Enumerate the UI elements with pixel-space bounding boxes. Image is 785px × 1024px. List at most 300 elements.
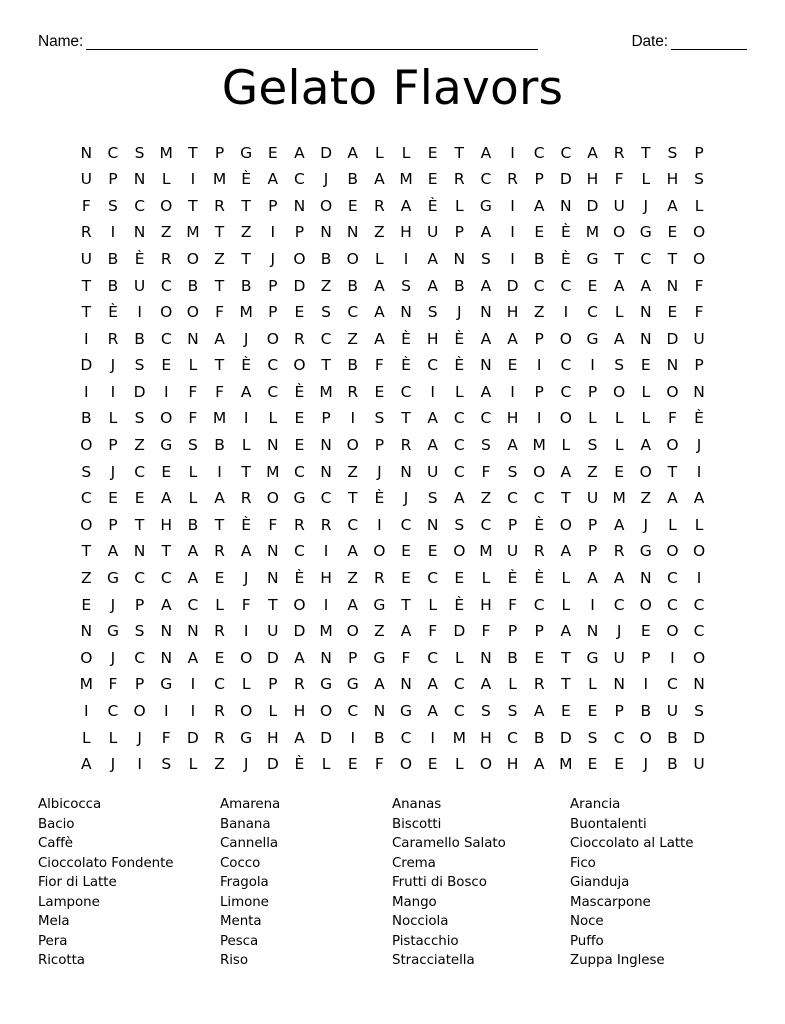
grid-cell[interactable]: N <box>586 622 599 641</box>
grid-cell[interactable]: N <box>80 622 93 641</box>
grid-cell[interactable]: E <box>401 542 411 561</box>
grid-cell[interactable]: M <box>559 755 573 774</box>
grid-cell[interactable]: N <box>693 675 705 694</box>
grid-cell[interactable]: O <box>293 595 306 614</box>
grid-cell[interactable]: H <box>506 303 519 322</box>
grid-cell[interactable]: N <box>293 196 306 215</box>
grid-cell[interactable]: A <box>427 276 438 295</box>
grid-cell[interactable]: T <box>241 249 251 268</box>
grid-cell[interactable]: N <box>666 356 679 375</box>
grid-cell[interactable]: I <box>696 569 702 588</box>
grid-cell[interactable]: D <box>266 755 279 774</box>
grid-cell[interactable]: P <box>348 648 358 667</box>
grid-cell[interactable]: O <box>293 249 306 268</box>
grid-cell[interactable]: E <box>454 569 465 588</box>
grid-cell[interactable]: T <box>188 143 198 162</box>
grid-cell[interactable]: U <box>693 755 705 774</box>
grid-cell[interactable]: T <box>188 196 198 215</box>
grid-cell[interactable]: R <box>533 542 545 561</box>
grid-cell[interactable]: G <box>106 569 119 588</box>
grid-cell[interactable]: E <box>534 648 545 667</box>
grid-cell[interactable]: E <box>214 569 225 588</box>
grid-cell[interactable]: H <box>506 409 519 428</box>
grid-cell[interactable]: N <box>666 276 679 295</box>
grid-cell[interactable]: N <box>639 569 652 588</box>
grid-cell[interactable]: H <box>400 223 412 242</box>
grid-cell[interactable]: L <box>454 755 464 774</box>
grid-cell[interactable]: R <box>294 515 305 534</box>
grid-cell[interactable]: P <box>534 329 544 348</box>
grid-cell[interactable]: L <box>215 595 224 614</box>
grid-cell[interactable]: C <box>267 382 279 401</box>
grid-cell[interactable]: F <box>81 196 91 215</box>
grid-cell[interactable]: E <box>427 755 438 774</box>
grid-cell[interactable]: M <box>452 728 466 747</box>
grid-cell[interactable]: E <box>81 595 92 614</box>
grid-cell[interactable]: N <box>320 462 332 481</box>
grid-cell[interactable]: C <box>400 728 412 747</box>
grid-cell[interactable]: È <box>374 489 385 508</box>
grid-cell[interactable]: T <box>641 143 651 162</box>
grid-cell[interactable]: L <box>454 196 464 215</box>
grid-cell[interactable]: L <box>588 675 597 694</box>
word-search-grid[interactable] <box>73 140 713 778</box>
grid-cell[interactable]: H <box>666 170 679 189</box>
grid-cell[interactable]: T <box>454 143 465 162</box>
grid-cell[interactable]: J <box>243 755 249 774</box>
grid-cell[interactable]: J <box>457 303 462 322</box>
grid-cell[interactable]: E <box>374 382 385 401</box>
grid-cell[interactable]: O <box>399 755 413 774</box>
grid-cell[interactable]: M <box>319 382 333 401</box>
grid-cell[interactable]: S <box>108 196 118 215</box>
grid-cell[interactable]: I <box>403 249 409 268</box>
grid-cell[interactable]: M <box>79 675 93 694</box>
grid-cell[interactable]: S <box>427 303 438 322</box>
grid-cell[interactable]: N <box>426 515 439 534</box>
grid-cell[interactable]: N <box>346 223 359 242</box>
grid-cell[interactable]: C <box>560 382 572 401</box>
grid-cell[interactable]: B <box>187 515 199 534</box>
grid-cell[interactable]: B <box>640 702 652 721</box>
grid-cell[interactable]: J <box>243 569 249 588</box>
grid-cell[interactable]: T <box>268 595 278 614</box>
grid-cell[interactable]: O <box>692 648 706 667</box>
grid-cell[interactable]: M <box>266 462 280 481</box>
grid-cell[interactable]: F <box>694 303 704 322</box>
grid-cell[interactable]: S <box>507 462 518 481</box>
grid-cell[interactable]: L <box>561 595 571 614</box>
grid-cell[interactable]: G <box>106 622 119 641</box>
grid-cell[interactable]: U <box>426 223 439 242</box>
grid-cell[interactable]: S <box>321 303 331 322</box>
grid-cell[interactable]: C <box>160 569 172 588</box>
grid-cell[interactable]: U <box>80 170 92 189</box>
grid-cell[interactable]: A <box>507 436 518 455</box>
grid-cell[interactable]: O <box>559 329 572 348</box>
grid-cell[interactable]: M <box>612 489 626 508</box>
grid-cell[interactable]: F <box>508 595 518 614</box>
grid-cell[interactable]: F <box>215 303 224 322</box>
grid-cell[interactable]: P <box>507 622 518 641</box>
grid-cell[interactable]: O <box>80 436 93 455</box>
grid-cell[interactable]: A <box>453 489 465 508</box>
grid-cell[interactable]: A <box>347 542 359 561</box>
grid-cell[interactable]: O <box>186 303 199 322</box>
grid-cell[interactable]: A <box>480 329 492 348</box>
grid-cell[interactable]: Z <box>214 249 225 268</box>
grid-cell[interactable]: A <box>480 143 492 162</box>
grid-cell[interactable]: L <box>268 409 278 428</box>
grid-cell[interactable]: C <box>613 595 625 614</box>
grid-cell[interactable]: T <box>667 249 678 268</box>
grid-cell[interactable]: U <box>267 622 279 641</box>
grid-cell[interactable]: O <box>453 542 466 561</box>
grid-cell[interactable]: T <box>614 249 624 268</box>
grid-cell[interactable]: L <box>375 249 384 268</box>
grid-cell[interactable]: O <box>373 542 386 561</box>
grid-cell[interactable]: P <box>641 648 651 667</box>
grid-cell[interactable]: O <box>346 622 359 641</box>
grid-cell[interactable]: A <box>214 489 225 508</box>
grid-cell[interactable]: A <box>640 436 652 455</box>
grid-cell[interactable]: R <box>214 622 225 641</box>
grid-cell[interactable]: J <box>403 489 409 508</box>
grid-cell[interactable]: P <box>614 702 624 721</box>
grid-cell[interactable]: O <box>613 382 626 401</box>
grid-cell[interactable]: O <box>160 303 173 322</box>
grid-cell[interactable]: È <box>454 356 465 375</box>
grid-cell[interactable]: C <box>667 595 678 614</box>
grid-cell[interactable]: A <box>107 542 119 561</box>
grid-cell[interactable]: L <box>268 702 278 721</box>
grid-cell[interactable]: J <box>110 356 116 375</box>
grid-cell[interactable]: Z <box>214 755 225 774</box>
grid-cell[interactable]: M <box>319 622 333 641</box>
grid-cell[interactable]: G <box>240 728 253 747</box>
grid-cell[interactable]: C <box>80 489 92 508</box>
grid-cell[interactable]: O <box>639 728 652 747</box>
grid-cell[interactable]: L <box>588 409 597 428</box>
grid-cell[interactable]: F <box>667 409 677 428</box>
grid-cell[interactable]: C <box>667 569 678 588</box>
grid-cell[interactable]: I <box>350 728 356 747</box>
grid-cell[interactable]: C <box>453 462 465 481</box>
grid-cell[interactable]: I <box>190 702 196 721</box>
grid-cell[interactable]: A <box>267 170 279 189</box>
grid-cell[interactable]: C <box>347 303 359 322</box>
grid-cell[interactable]: D <box>586 196 599 215</box>
grid-cell[interactable]: O <box>266 489 279 508</box>
grid-cell[interactable]: U <box>133 276 146 295</box>
grid-cell[interactable]: G <box>293 489 306 508</box>
grid-cell[interactable]: E <box>267 143 278 162</box>
grid-cell[interactable]: T <box>321 356 331 375</box>
grid-cell[interactable]: R <box>373 196 385 215</box>
grid-cell[interactable]: L <box>561 436 571 455</box>
grid-cell[interactable]: D <box>293 622 306 641</box>
grid-cell[interactable]: O <box>80 648 93 667</box>
grid-cell[interactable]: J <box>643 196 649 215</box>
grid-cell[interactable]: È <box>560 223 571 242</box>
grid-cell[interactable]: I <box>350 409 356 428</box>
grid-cell[interactable]: È <box>241 356 252 375</box>
grid-cell[interactable]: R <box>613 143 625 162</box>
grid-cell[interactable]: È <box>134 249 145 268</box>
grid-cell[interactable]: T <box>561 489 571 508</box>
grid-cell[interactable]: C <box>507 728 518 747</box>
grid-cell[interactable]: C <box>134 648 146 667</box>
grid-cell[interactable]: N <box>133 542 146 561</box>
grid-cell[interactable]: E <box>614 755 625 774</box>
grid-cell[interactable]: C <box>533 489 545 508</box>
grid-cell[interactable]: B <box>533 249 545 268</box>
grid-cell[interactable]: C <box>453 702 465 721</box>
grid-cell[interactable]: A <box>240 542 252 561</box>
grid-cell[interactable]: E <box>507 356 518 375</box>
grid-cell[interactable]: P <box>108 170 118 189</box>
grid-cell[interactable]: L <box>188 462 198 481</box>
grid-cell[interactable]: E <box>347 196 358 215</box>
grid-cell[interactable]: S <box>694 702 704 721</box>
grid-cell[interactable]: A <box>160 489 172 508</box>
grid-cell[interactable]: N <box>133 223 146 242</box>
grid-cell[interactable]: J <box>643 755 649 774</box>
grid-cell[interactable]: È <box>241 515 252 534</box>
grid-cell[interactable]: F <box>161 728 171 747</box>
grid-cell[interactable]: R <box>107 329 119 348</box>
grid-cell[interactable]: L <box>614 409 624 428</box>
grid-cell[interactable]: I <box>590 356 595 375</box>
grid-cell[interactable]: O <box>240 702 253 721</box>
grid-cell[interactable]: O <box>186 249 199 268</box>
grid-cell[interactable]: O <box>80 515 93 534</box>
grid-cell[interactable]: S <box>401 276 411 295</box>
grid-cell[interactable]: B <box>347 276 359 295</box>
grid-cell[interactable]: S <box>507 702 518 721</box>
grid-cell[interactable]: B <box>107 249 119 268</box>
grid-cell[interactable]: T <box>81 303 92 322</box>
grid-cell[interactable]: N <box>480 648 492 667</box>
grid-cell[interactable]: A <box>347 595 359 614</box>
grid-cell[interactable]: U <box>506 542 519 561</box>
grid-cell[interactable]: L <box>161 170 171 189</box>
grid-cell[interactable]: A <box>613 515 625 534</box>
grid-cell[interactable]: H <box>266 728 279 747</box>
grid-cell[interactable]: A <box>294 143 305 162</box>
grid-cell[interactable]: O <box>639 595 652 614</box>
grid-cell[interactable]: A <box>533 196 545 215</box>
grid-cell[interactable]: E <box>108 489 118 508</box>
grid-cell[interactable]: B <box>214 436 225 455</box>
grid-cell[interactable]: O <box>666 542 679 561</box>
grid-cell[interactable]: A <box>613 329 625 348</box>
grid-cell[interactable]: N <box>267 569 279 588</box>
grid-cell[interactable]: A <box>667 196 678 215</box>
grid-cell[interactable]: D <box>693 728 706 747</box>
grid-cell[interactable]: E <box>587 276 598 295</box>
grid-cell[interactable]: T <box>214 515 225 534</box>
grid-cell[interactable]: A <box>187 648 199 667</box>
grid-cell[interactable]: S <box>427 489 438 508</box>
grid-cell[interactable]: C <box>480 409 492 428</box>
grid-cell[interactable]: Z <box>134 436 145 455</box>
grid-cell[interactable]: L <box>641 409 651 428</box>
grid-cell[interactable]: O <box>160 196 173 215</box>
grid-cell[interactable]: P <box>587 382 598 401</box>
grid-cell[interactable]: A <box>560 462 572 481</box>
grid-cell[interactable]: E <box>401 569 411 588</box>
grid-cell[interactable]: C <box>533 276 545 295</box>
grid-cell[interactable]: A <box>81 755 92 774</box>
grid-cell[interactable]: F <box>481 622 491 641</box>
grid-cell[interactable]: I <box>217 462 222 481</box>
grid-cell[interactable]: S <box>481 702 491 721</box>
grid-cell[interactable]: Z <box>480 489 492 508</box>
grid-cell[interactable]: R <box>214 542 225 561</box>
grid-cell[interactable]: O <box>559 409 572 428</box>
grid-cell[interactable]: J <box>243 329 249 348</box>
name-input-rule[interactable] <box>86 35 538 50</box>
grid-cell[interactable]: C <box>400 515 412 534</box>
grid-cell[interactable]: N <box>480 356 492 375</box>
grid-cell[interactable]: A <box>560 542 572 561</box>
grid-cell[interactable]: C <box>427 356 439 375</box>
grid-cell[interactable]: C <box>427 648 439 667</box>
grid-cell[interactable]: G <box>240 143 253 162</box>
grid-cell[interactable]: F <box>694 276 704 295</box>
grid-cell[interactable]: D <box>133 382 146 401</box>
grid-cell[interactable]: L <box>375 143 384 162</box>
grid-cell[interactable]: I <box>536 356 542 375</box>
grid-cell[interactable]: M <box>212 409 227 428</box>
grid-cell[interactable]: N <box>639 303 652 322</box>
grid-cell[interactable]: R <box>400 436 412 455</box>
grid-cell[interactable]: I <box>243 409 249 428</box>
grid-cell[interactable]: P <box>268 675 278 694</box>
grid-cell[interactable]: A <box>294 728 305 747</box>
grid-cell[interactable]: E <box>214 648 225 667</box>
grid-cell[interactable]: T <box>401 409 411 428</box>
grid-cell[interactable]: A <box>427 675 438 694</box>
grid-cell[interactable]: A <box>640 276 652 295</box>
grid-cell[interactable]: L <box>694 196 704 215</box>
grid-cell[interactable]: C <box>507 489 518 508</box>
grid-cell[interactable]: J <box>377 462 382 481</box>
grid-cell[interactable]: A <box>427 436 438 455</box>
grid-cell[interactable]: E <box>294 436 305 455</box>
grid-cell[interactable]: C <box>533 595 545 614</box>
grid-cell[interactable]: T <box>134 515 145 534</box>
grid-cell[interactable]: L <box>561 569 571 588</box>
grid-cell[interactable]: P <box>587 542 598 561</box>
grid-cell[interactable]: A <box>587 143 598 162</box>
grid-cell[interactable]: Z <box>640 489 652 508</box>
grid-cell[interactable]: L <box>188 356 198 375</box>
grid-cell[interactable]: C <box>400 382 412 401</box>
grid-cell[interactable]: S <box>134 622 145 641</box>
grid-cell[interactable]: H <box>480 595 492 614</box>
grid-cell[interactable]: A <box>560 622 572 641</box>
grid-cell[interactable]: A <box>480 382 492 401</box>
grid-cell[interactable]: C <box>453 675 465 694</box>
grid-cell[interactable]: O <box>160 409 173 428</box>
grid-cell[interactable]: T <box>214 276 225 295</box>
grid-cell[interactable]: O <box>319 196 333 215</box>
grid-cell[interactable]: L <box>614 436 624 455</box>
grid-cell[interactable]: C <box>560 143 572 162</box>
grid-cell[interactable]: È <box>294 569 305 588</box>
grid-cell[interactable]: U <box>666 702 679 721</box>
grid-cell[interactable]: A <box>507 329 518 348</box>
grid-cell[interactable]: O <box>293 356 306 375</box>
grid-cell[interactable]: B <box>240 276 252 295</box>
grid-cell[interactable]: B <box>347 170 359 189</box>
grid-cell[interactable]: E <box>640 356 651 375</box>
grid-cell[interactable]: I <box>190 675 196 694</box>
grid-cell[interactable]: I <box>270 223 276 242</box>
grid-cell[interactable]: F <box>241 595 251 614</box>
grid-cell[interactable]: G <box>479 196 492 215</box>
grid-cell[interactable]: A <box>480 276 492 295</box>
grid-cell[interactable]: I <box>163 382 169 401</box>
grid-cell[interactable]: S <box>454 515 465 534</box>
grid-cell[interactable]: B <box>533 728 545 747</box>
grid-cell[interactable]: M <box>479 542 493 561</box>
grid-cell[interactable]: I <box>110 382 116 401</box>
grid-cell[interactable]: S <box>694 170 704 189</box>
grid-cell[interactable]: G <box>639 542 652 561</box>
grid-cell[interactable]: E <box>427 143 438 162</box>
grid-cell[interactable]: L <box>614 303 624 322</box>
grid-cell[interactable]: P <box>268 303 278 322</box>
grid-cell[interactable]: A <box>427 249 438 268</box>
grid-cell[interactable]: N <box>400 303 412 322</box>
grid-cell[interactable]: R <box>160 249 172 268</box>
grid-cell[interactable]: E <box>587 702 598 721</box>
grid-cell[interactable]: F <box>188 382 198 401</box>
grid-cell[interactable]: A <box>187 569 199 588</box>
grid-cell[interactable]: P <box>507 515 518 534</box>
grid-cell[interactable]: U <box>586 489 599 508</box>
grid-cell[interactable]: O <box>479 755 493 774</box>
grid-cell[interactable]: E <box>667 303 678 322</box>
grid-cell[interactable]: M <box>239 303 253 322</box>
grid-cell[interactable]: T <box>561 675 571 694</box>
grid-cell[interactable]: E <box>294 409 305 428</box>
grid-cell[interactable]: R <box>347 382 359 401</box>
grid-cell[interactable]: S <box>587 436 598 455</box>
grid-cell[interactable]: E <box>161 356 172 375</box>
grid-cell[interactable]: T <box>81 276 92 295</box>
grid-cell[interactable]: A <box>533 702 545 721</box>
grid-cell[interactable]: A <box>427 409 438 428</box>
grid-cell[interactable]: A <box>374 303 385 322</box>
grid-cell[interactable]: C <box>107 702 119 721</box>
grid-cell[interactable]: L <box>108 728 118 747</box>
grid-cell[interactable]: C <box>693 595 705 614</box>
grid-cell[interactable]: D <box>559 170 572 189</box>
grid-cell[interactable]: N <box>320 648 332 667</box>
grid-cell[interactable]: P <box>268 196 278 215</box>
grid-cell[interactable]: I <box>243 622 249 641</box>
grid-cell[interactable]: T <box>241 462 251 481</box>
grid-cell[interactable]: G <box>160 436 173 455</box>
grid-cell[interactable]: S <box>187 436 198 455</box>
grid-cell[interactable]: D <box>666 329 679 348</box>
grid-cell[interactable]: L <box>641 170 651 189</box>
grid-cell[interactable]: O <box>666 622 679 641</box>
